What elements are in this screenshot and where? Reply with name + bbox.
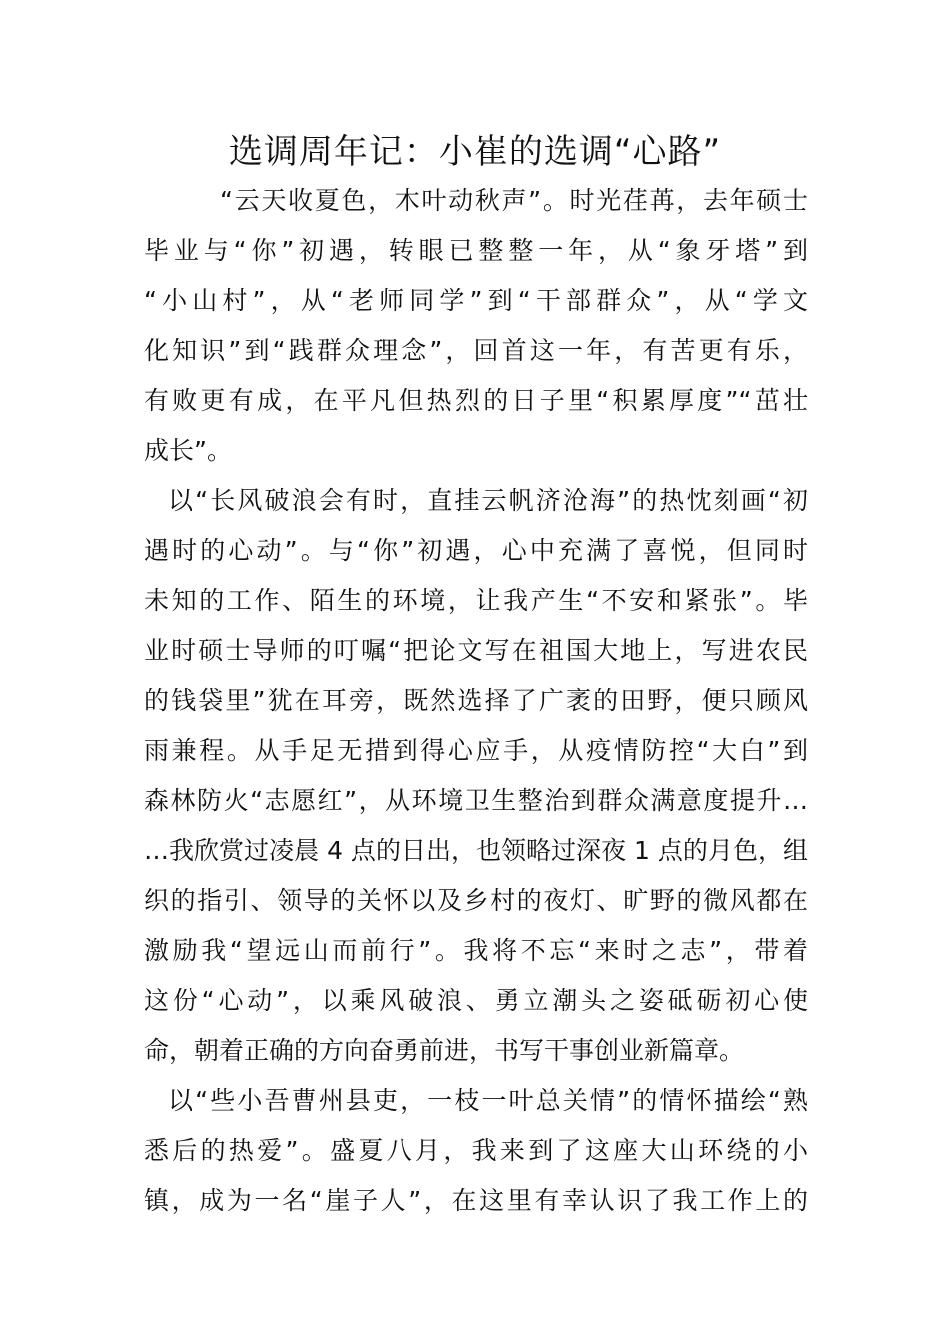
paragraph-1-line-5: 有败更有成，在平凡但热烈的日子里“积累厚度”“茁壮 (144, 386, 808, 415)
paragraph-2-line-5: 的钱袋里”犹在耳旁，既然选择了广袤的田野，便只顾风 (144, 686, 808, 715)
paragraph-2-line-8: …我欣赏过凌晨 4 点的日出，也领略过深夜 1 点的月色，组 (144, 836, 808, 865)
paragraph-2-line-3: 未知的工作、陌生的环境，让我产生“不安和紧张”。毕 (144, 586, 808, 615)
paragraph-1-line-1: “云天收夏色，木叶动秋声”。时光荏苒，去年硕士 (220, 186, 808, 215)
paragraph-1-line-2: 毕业与“你”初遇，转眼已整整一年，从“象牙塔”到 (144, 236, 808, 265)
paragraph-3-line-3: 镇，成为一名“崖子人”，在这里有幸认识了我工作上的 (144, 1186, 808, 1215)
paragraph-1-line-3: “小山村”，从“老师同学”到“干部群众”，从“学文 (144, 286, 808, 315)
paragraph-1-line-6: 成长”。 (144, 436, 232, 465)
paragraph-2-line-12: 命，朝着正确的方向奋勇前进，书写干事创业新篇章。 (144, 1036, 745, 1065)
paragraph-2-line-6: 雨兼程。从手足无措到得心应手，从疫情防控“大白”到 (144, 736, 808, 765)
paragraph-2-line-4: 业时硕士导师的叮嘱“把论文写在祖国大地上，写进农民 (144, 636, 808, 665)
paragraph-3-line-1: 以“些小吾曹州县吏，一枝一叶总关情”的情怀描绘“熟 (168, 1086, 808, 1115)
paragraph-2-line-11: 这份“心动”，以乘风破浪、勇立潮头之姿砥砺初心使 (144, 986, 808, 1015)
paragraph-1-line-4: 化知识”到“践群众理念”，回首这一年，有苦更有乐， (144, 336, 808, 365)
document-title: 选调周年记：小崔的选调“心路” (228, 132, 722, 172)
paragraph-2-line-10: 激励我“望远山而前行”。我将不忘“来时之志”，带着 (144, 936, 808, 965)
paragraph-3-line-2: 悉后的热爱”。盛夏八月，我来到了这座大山环绕的小 (144, 1136, 808, 1165)
paragraph-2-line-9: 织的指引、领导的关怀以及乡村的夜灯、旷野的微风都在 (144, 886, 808, 915)
paragraph-2-line-7: 森林防火“志愿红”，从环境卫生整治到群众满意度提升… (144, 786, 808, 815)
paragraph-2-line-1: 以“长风破浪会有时，直挂云帆济沧海”的热忱刻画“初 (168, 486, 808, 515)
paragraph-2-line-2: 遇时的心动”。与“你”初遇，心中充满了喜悦，但同时 (144, 536, 808, 565)
